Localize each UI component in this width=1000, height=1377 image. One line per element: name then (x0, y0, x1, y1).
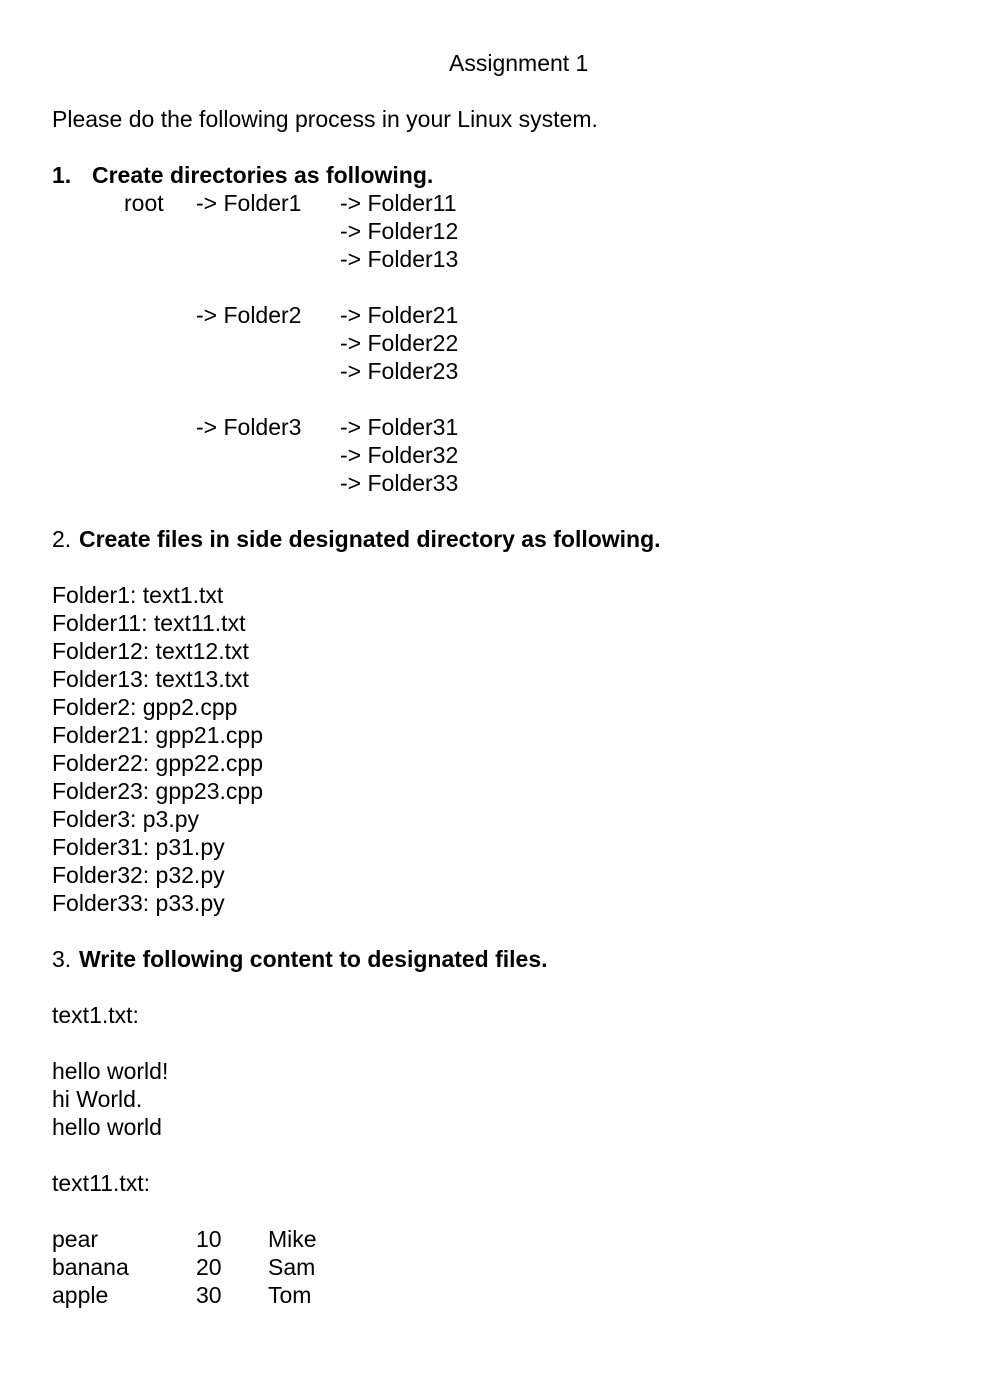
file-line: Folder1: text1.txt (52, 582, 224, 608)
file-line: Folder13: text13.txt (52, 666, 249, 692)
section2-number: 2. (52, 526, 72, 552)
text11-label: text11.txt: (52, 1170, 151, 1196)
tree-parent: -> Folder1 (196, 190, 302, 216)
file-line: Folder32: p32.py (52, 862, 225, 888)
tree-root: root (124, 190, 164, 216)
file-line: Folder33: p33.py (52, 890, 225, 916)
file-line: Folder3: p3.py (52, 806, 200, 832)
tree-child: -> Folder11 (340, 190, 457, 216)
text1-label: text1.txt: (52, 1002, 139, 1028)
text11-qty: 30 (196, 1282, 222, 1308)
tree-parent: -> Folder3 (196, 414, 302, 440)
file-line: Folder22: gpp22.cpp (52, 750, 263, 776)
file-line: Folder11: text11.txt (52, 610, 246, 636)
tree-child: -> Folder32 (340, 442, 459, 468)
file-line: Folder2: gpp2.cpp (52, 694, 238, 720)
text11-person: Sam (268, 1254, 316, 1280)
file-line: Folder31: p31.py (52, 834, 225, 860)
section2-heading: Create files in side designated directory as following. (79, 526, 661, 552)
text11-qty: 10 (196, 1226, 222, 1252)
text11-person: Tom (268, 1282, 312, 1308)
file-line: Folder21: gpp21.cpp (52, 722, 263, 748)
section3-heading: Write following content to designated files. (79, 946, 548, 972)
section1-heading: Create directories as following. (92, 162, 434, 188)
text11-fruit: apple (52, 1282, 109, 1308)
text1-line: hi World. (52, 1086, 143, 1112)
tree-child: -> Folder12 (340, 218, 459, 244)
tree-child: -> Folder31 (340, 414, 459, 440)
tree-parent: -> Folder2 (196, 302, 302, 328)
file-line: Folder23: gpp23.cpp (52, 778, 263, 804)
tree-child: -> Folder22 (340, 330, 459, 356)
page-title: Assignment 1 (449, 50, 589, 76)
tree-child: -> Folder23 (340, 358, 459, 384)
file-line: Folder12: text12.txt (52, 638, 249, 664)
tree-child: -> Folder21 (340, 302, 459, 328)
tree-child: -> Folder13 (340, 246, 459, 272)
text11-qty: 20 (196, 1254, 222, 1280)
text11-person: Mike (268, 1226, 317, 1252)
section3-number: 3. (52, 946, 72, 972)
text1-line: hello world! (52, 1058, 169, 1084)
text1-line: hello world (52, 1114, 162, 1140)
section1-number: 1. (52, 162, 72, 188)
text11-fruit: banana (52, 1254, 129, 1280)
intro-text: Please do the following process in your Linux system. (52, 106, 598, 132)
tree-child: -> Folder33 (340, 470, 459, 496)
text11-fruit: pear (52, 1226, 99, 1252)
